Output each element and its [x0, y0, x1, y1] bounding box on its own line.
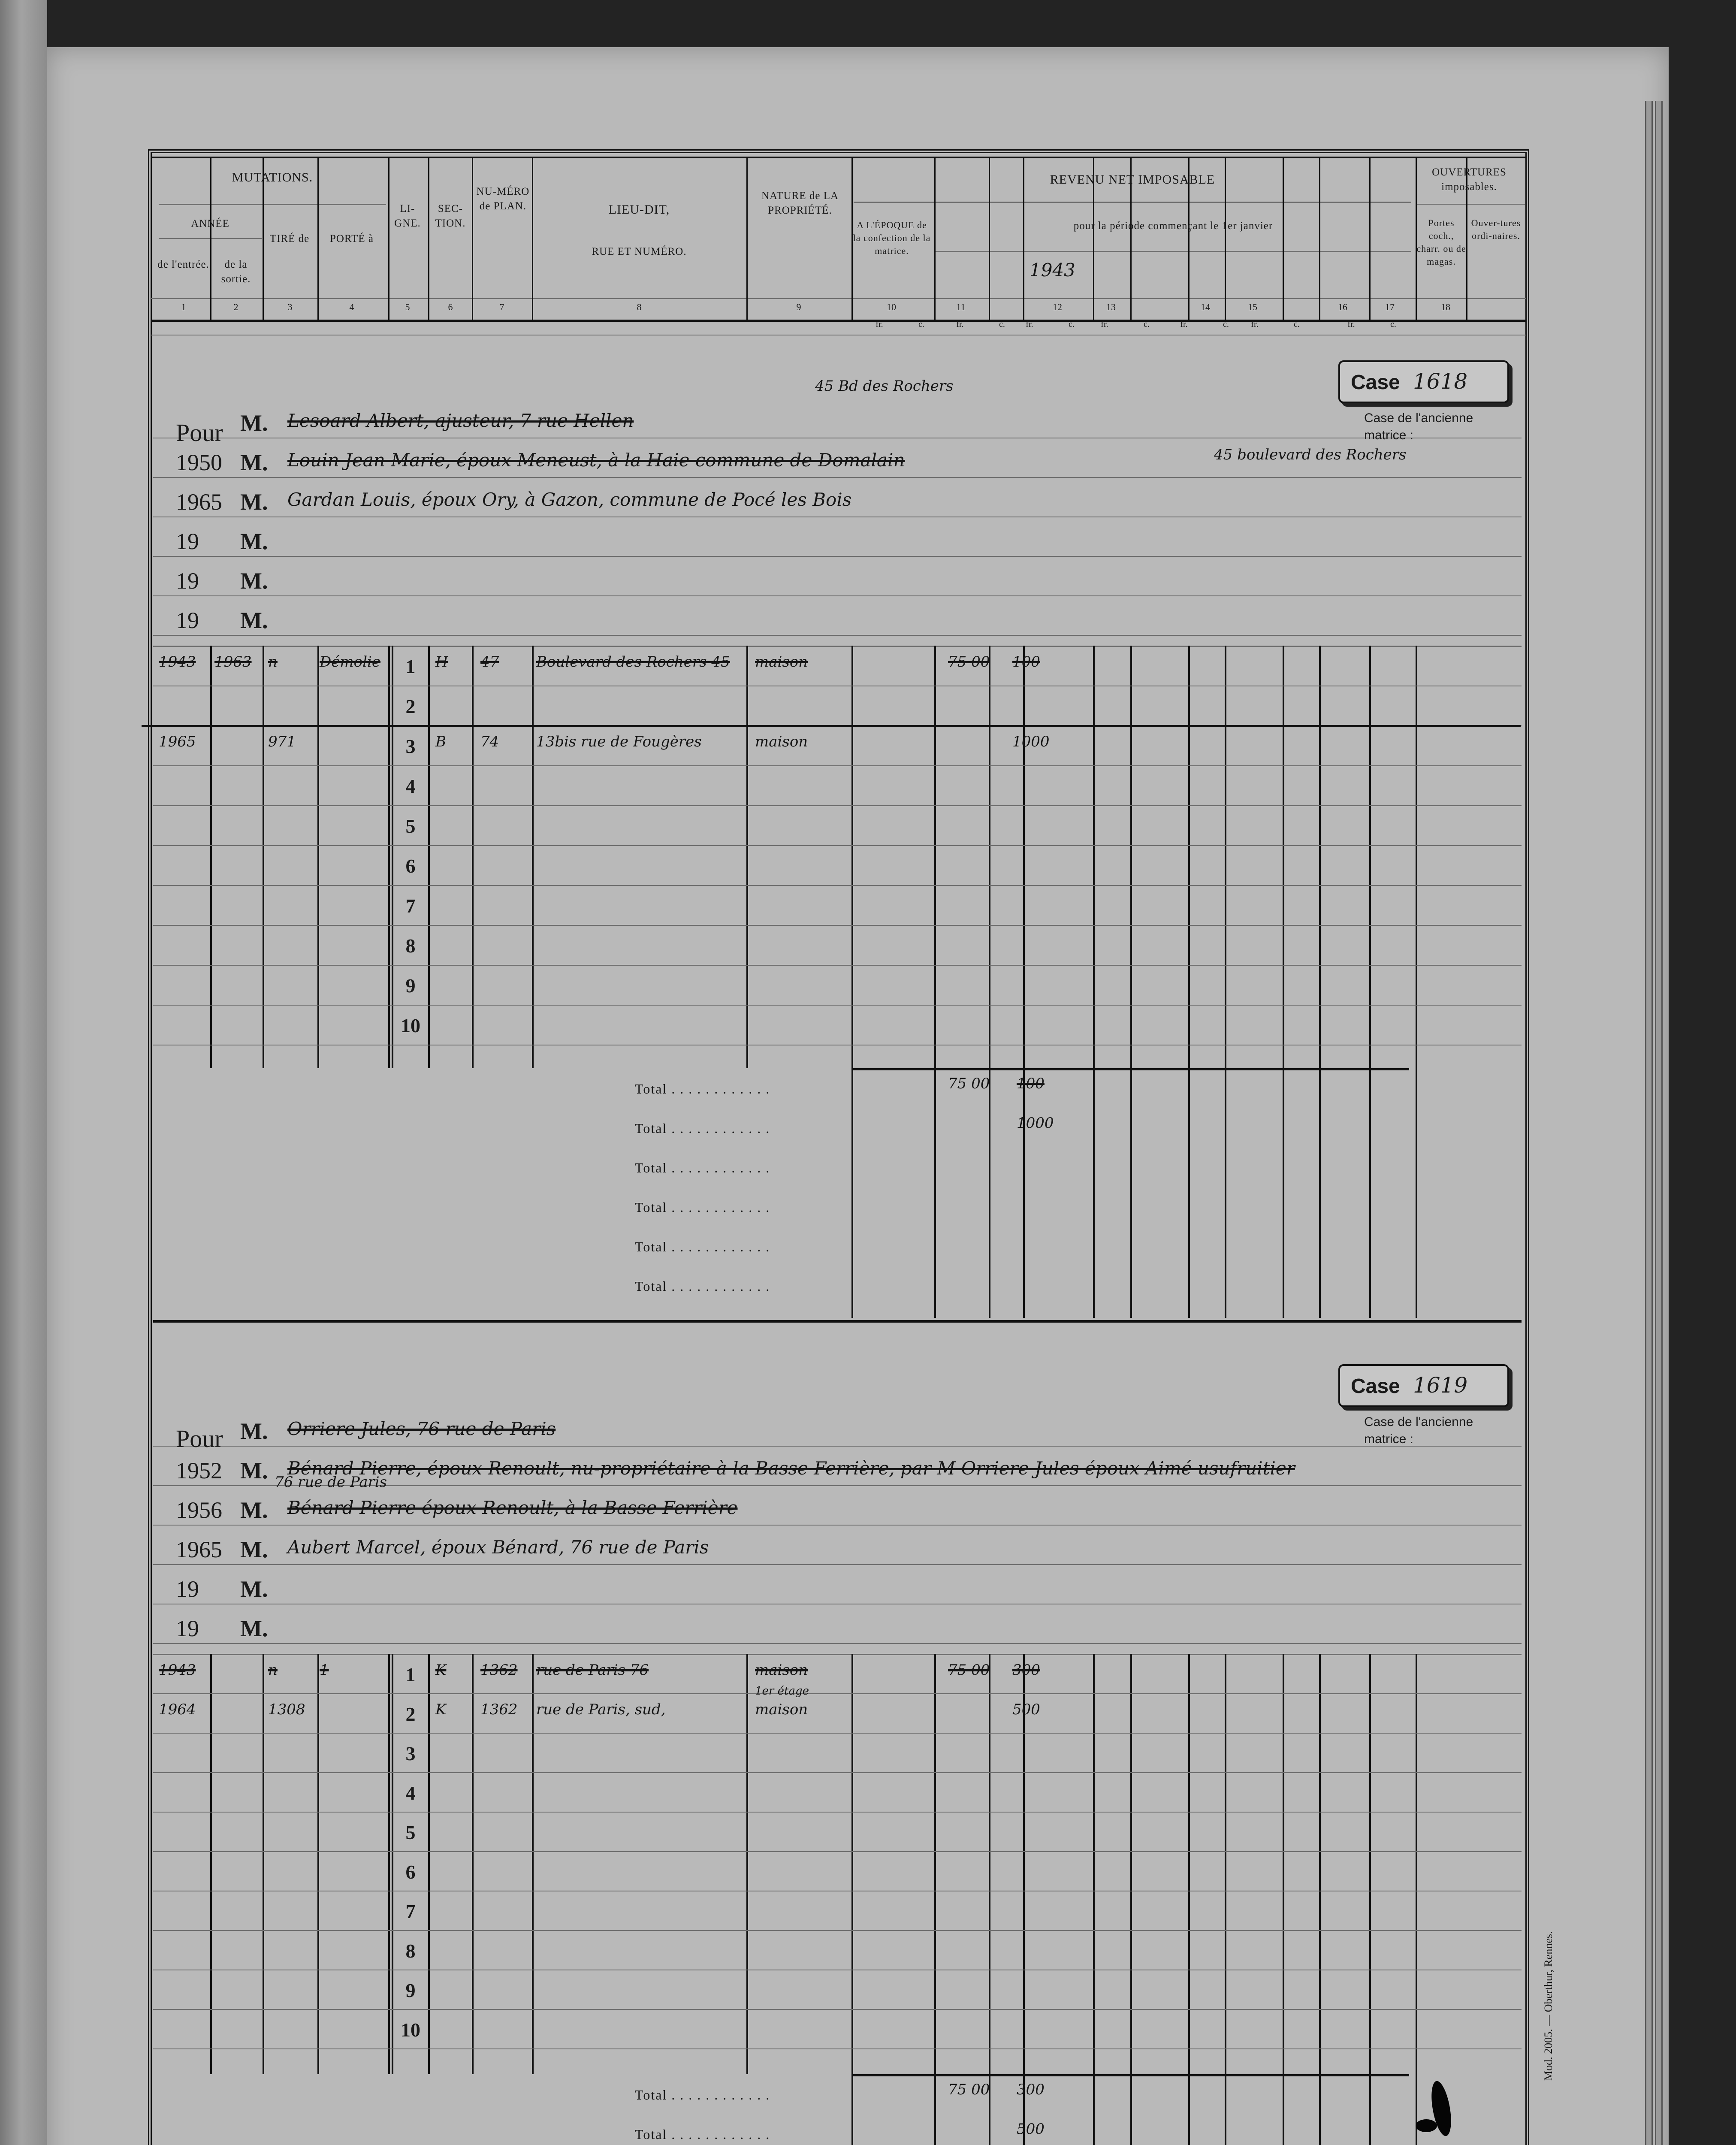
line-number: 8	[405, 935, 416, 957]
owner-name: Gardan Louis, époux Ory, à Gazon, commune de Pocé les Bois	[287, 489, 852, 510]
h-rule	[153, 845, 1522, 846]
column-number: 5	[405, 302, 410, 312]
m-label: M.	[240, 1497, 268, 1523]
ancienne-matrice-2: Case de l'ancienne matrice :	[1364, 1415, 1473, 1446]
row-revenu: 500	[1012, 1701, 1040, 1718]
c-label: c.	[1069, 320, 1075, 329]
owner-year: 1952	[176, 1458, 222, 1483]
line-number: 4	[405, 1782, 416, 1804]
h-rule	[153, 1733, 1522, 1734]
owner-name: Lesoard Albert, ajusteur, 7 rue Hellen	[287, 410, 634, 431]
c-label: c.	[1144, 320, 1150, 329]
line-number: 7	[405, 895, 416, 917]
owner-year: 19	[176, 529, 199, 554]
line-number: 10	[401, 2019, 420, 2041]
header-ligne: LI-GNE.	[394, 203, 421, 229]
addr-above-2: 76 rue de Paris	[275, 1474, 387, 1491]
h-rule	[153, 2048, 1522, 2049]
row-porte: 1	[320, 1662, 329, 1679]
h-rule	[151, 320, 1526, 322]
line-number: 3	[405, 1743, 416, 1764]
h-rule	[1416, 204, 1525, 205]
v-rule	[1093, 1654, 1095, 2074]
fr-label: fr.	[1347, 320, 1355, 329]
h-rule	[153, 646, 1522, 647]
h-rule	[153, 635, 1522, 636]
c-label: c.	[999, 320, 1005, 329]
h-rule	[153, 1772, 1522, 1773]
v-rule	[851, 2074, 853, 2145]
v-rule	[317, 1654, 319, 2074]
total-revenu: 100	[1017, 1075, 1045, 1092]
column-number: 12	[1053, 302, 1062, 312]
total-epoque: 75 00	[948, 1075, 990, 1092]
column-number: 13	[1106, 302, 1116, 312]
fr-label: fr.	[1251, 320, 1259, 329]
h-rule	[153, 477, 1522, 478]
v-rule	[746, 1654, 748, 2074]
v-rule	[1283, 1654, 1284, 2074]
column-number: 14	[1201, 302, 1210, 312]
h-rule	[153, 1446, 1522, 1447]
v-rule	[388, 157, 389, 320]
total-label: Total . . . . . . . . . . . .	[635, 1239, 770, 1254]
v-rule	[989, 1068, 990, 1318]
v-rule	[1319, 1068, 1321, 1318]
row-plan: 1362	[480, 1662, 518, 1679]
case-box-1	[1338, 360, 1509, 403]
fr-label: fr.	[1180, 320, 1188, 329]
line-number: 9	[405, 975, 416, 997]
m-label: M.	[240, 410, 268, 436]
total-label: Total . . . . . . . . . . . .	[635, 1278, 770, 1294]
v-rule	[392, 1654, 393, 2074]
m-label: M.	[240, 1458, 268, 1483]
v-rule	[472, 157, 473, 320]
line-number: 10	[401, 1015, 420, 1036]
line-number: 1	[405, 1664, 416, 1686]
owner-name: Orriere Jules, 76 rue de Paris	[287, 1418, 556, 1439]
line-number: 2	[405, 1703, 416, 1725]
v-rule	[428, 157, 429, 320]
v-rule	[472, 1654, 474, 2074]
h-rule	[854, 202, 1411, 203]
v-rule	[1130, 1654, 1132, 2074]
h-rule	[153, 885, 1522, 886]
pour-label-2: Pour	[176, 1425, 223, 1453]
row-lieu: rue de Paris, sud,	[536, 1701, 666, 1718]
column-number: 7	[499, 302, 504, 312]
row-section: H	[435, 653, 448, 671]
owner-year: 19	[176, 1616, 199, 1641]
line-number: 1	[405, 656, 416, 677]
row-plan: 74	[480, 733, 499, 750]
header-periode: pour la période commençant le 1er janvier	[1073, 220, 1273, 232]
column-number: 15	[1248, 302, 1257, 312]
v-rule	[1188, 2074, 1190, 2145]
c-label: c.	[1390, 320, 1396, 329]
total-label: Total . . . . . . . . . . . .	[635, 1081, 770, 1097]
h-rule	[153, 595, 1522, 596]
row-lieu: rue de Paris 76	[536, 1662, 649, 1679]
header-ouv-ord: Ouver-tures ordi-naires.	[1471, 218, 1521, 241]
row-section: B	[435, 733, 446, 750]
h-rule	[153, 1564, 1522, 1565]
m-label: M.	[240, 1576, 268, 1602]
owner-year: 1956	[176, 1497, 222, 1523]
v-rule	[263, 1654, 264, 2074]
m-label: M.	[240, 607, 268, 633]
line-number: 6	[405, 1861, 416, 1883]
v-rule	[989, 1654, 990, 2074]
c-label: c.	[1223, 320, 1229, 329]
column-number: 1	[181, 302, 186, 312]
header-rue: RUE ET NUMÉRO.	[592, 246, 687, 257]
total-label: Total . . . . . . . . . . . .	[635, 2087, 770, 2103]
m-label: M.	[240, 1418, 268, 1444]
owner-year: 1950	[176, 450, 222, 475]
v-rule	[1188, 1654, 1190, 2074]
case-number: 1618	[1413, 369, 1468, 394]
h-rule	[159, 204, 386, 205]
v-rule	[1093, 1068, 1095, 1318]
header-section: SEC-TION.	[435, 203, 466, 229]
row-section: K	[435, 1662, 447, 1679]
row-nature: maison	[755, 1662, 808, 1679]
h-rule	[153, 1851, 1522, 1852]
v-rule	[934, 2074, 936, 2145]
v-rule	[1416, 2074, 1417, 2145]
row-nature: maison	[755, 733, 808, 750]
h-rule	[153, 965, 1522, 966]
c-label: c.	[918, 320, 924, 329]
row-entree: 1964	[159, 1701, 196, 1718]
column-number: 8	[637, 302, 642, 312]
header-revenu: REVENU NET IMPOSABLE	[1050, 172, 1215, 187]
case-box-2	[1338, 1364, 1509, 1407]
row-entree: 1965	[159, 733, 196, 750]
line-number: 5	[405, 815, 416, 837]
addr-after-1: 45 boulevard des Rochers	[1214, 446, 1407, 463]
column-number: 16	[1338, 302, 1347, 312]
v-rule	[934, 1068, 936, 1318]
row-sortie: 1963	[214, 653, 252, 671]
header-year-hand: 1943	[1030, 260, 1075, 281]
v-rule	[1225, 1654, 1226, 2074]
h-rule	[153, 1525, 1522, 1526]
v-rule	[1283, 2074, 1284, 2145]
row-tire: 971	[268, 733, 296, 750]
row-porte: Démolie	[320, 653, 380, 671]
v-rule	[532, 157, 533, 320]
total-revenu: 500	[1017, 2121, 1045, 2138]
v-rule	[1319, 1654, 1321, 2074]
pour-label-1: Pour	[176, 419, 223, 447]
row-epoque: 75 00	[948, 1662, 990, 1679]
column-number: 6	[448, 302, 453, 312]
book-binding	[0, 0, 47, 2145]
header-porte: PORTÉ à	[329, 233, 374, 245]
fr-label: fr.	[876, 320, 883, 329]
owner-year: 1965	[176, 489, 222, 515]
line-number: 3	[405, 735, 416, 757]
header-tire: TIRÉ de	[269, 233, 310, 245]
header-epoque: A L'ÉPOQUE de la confection de la matrice.	[853, 220, 931, 256]
h-rule	[153, 1654, 1522, 1655]
header-annee: ANNÉE	[191, 218, 229, 230]
v-rule	[210, 1654, 212, 2074]
v-rule	[1369, 1068, 1371, 1318]
h-rule	[153, 2009, 1522, 2010]
owner-year: 1965	[176, 1537, 222, 1562]
row-nature: maison	[755, 1701, 808, 1718]
v-rule	[388, 1654, 390, 2074]
v-rule	[1225, 1068, 1226, 1318]
total-label: Total . . . . . . . . . . . .	[635, 1199, 770, 1215]
column-number: 17	[1385, 302, 1395, 312]
v-rule	[1093, 2074, 1095, 2145]
h-rule	[153, 805, 1522, 806]
header-nature: NATURE de LA PROPRIÉTÉ.	[761, 190, 839, 216]
row-lieu: 13bis rue de Fougères	[536, 733, 702, 750]
h-rule	[153, 1812, 1522, 1813]
total-label: Total . . . . . . . . . . . .	[635, 1160, 770, 1175]
owner-year: 19	[176, 568, 199, 594]
fr-label: fr.	[1026, 320, 1033, 329]
total-revenu: 300	[1017, 2081, 1045, 2098]
h-rule	[153, 1005, 1522, 1006]
row-revenu: 300	[1012, 1662, 1040, 1679]
m-label: M.	[240, 1537, 268, 1562]
v-rule	[1416, 1068, 1417, 1318]
v-rule	[1023, 1068, 1025, 1318]
total-label: Total . . . . . . . . . . . .	[635, 2127, 770, 2142]
total-label: Total . . . . . . . . . . . .	[635, 1121, 770, 1136]
row-nature: maison	[755, 653, 808, 671]
owner-name: Bénard Pierre, époux Renoult, nu-propriétaire à la Basse Ferrière, par M Orriere Jules époux Aimé usufruitier	[287, 1458, 1295, 1479]
printer-imprint: Mod. 2005. — Oberthur, Rennes.	[1542, 1931, 1555, 2081]
row-revenu: 1000	[1012, 733, 1050, 750]
row-section: K	[435, 1701, 447, 1718]
column-number: 4	[349, 302, 354, 312]
column-number: 2	[233, 302, 239, 312]
row-entree: 1943	[159, 653, 196, 671]
owner-name: Louin Jean Marie, époux Meneust, à la Haie commune de Domalain	[287, 450, 905, 471]
row-plan: 47	[480, 653, 499, 671]
fr-label: fr.	[956, 320, 964, 329]
header-portes: Portes coch., charr. ou de magas.	[1416, 218, 1466, 267]
row-tire: n	[268, 653, 278, 671]
addr-above-1: 45 Bd des Rochers	[815, 378, 954, 395]
v-rule	[1188, 1068, 1190, 1318]
column-number: 3	[287, 302, 293, 312]
m-label: M.	[240, 529, 268, 554]
m-label: M.	[240, 568, 268, 594]
row-plan: 1362	[480, 1701, 518, 1718]
column-number: 9	[796, 302, 801, 312]
v-rule	[851, 1068, 853, 1318]
v-rule	[1369, 2074, 1371, 2145]
line-number: 7	[405, 1900, 416, 1922]
owner-name: Bénard Pierre époux Renoult, à la Basse Ferrière	[287, 1497, 738, 1518]
owner-year: 19	[176, 1576, 199, 1602]
fr-label: fr.	[1101, 320, 1108, 329]
line-number: 9	[405, 1979, 416, 2001]
v-rule	[934, 1654, 936, 2074]
case-label: Case	[1351, 371, 1400, 394]
v-rule	[532, 1654, 534, 2074]
case-number: 1619	[1413, 1373, 1468, 1398]
ancienne-matrice-1: Case de l'ancienne matrice :	[1364, 411, 1473, 442]
v-rule	[1225, 2074, 1226, 2145]
case-label: Case	[1351, 1375, 1400, 1398]
m-label: M.	[240, 489, 268, 515]
header-entree: de l'entrée.	[157, 259, 209, 270]
line-number: 5	[405, 1822, 416, 1843]
v-rule	[851, 1654, 853, 2074]
v-rule	[1130, 1068, 1132, 1318]
h-rule	[153, 556, 1522, 557]
v-rule	[1130, 2074, 1132, 2145]
h-rule	[142, 725, 1521, 727]
column-number: 10	[887, 302, 896, 312]
m-label: M.	[240, 1616, 268, 1641]
header-sortie: de la sortie.	[221, 259, 251, 285]
c-label: c.	[1294, 320, 1300, 329]
h-rule	[153, 1930, 1522, 1931]
row-tire: 1308	[268, 1701, 305, 1718]
m-label: M.	[240, 450, 268, 475]
line-number: 4	[405, 775, 416, 797]
header-lieudit: LIEU-DIT,	[608, 202, 670, 217]
header-ouvertures: OUVERTURES imposables.	[1432, 166, 1507, 193]
owner-name: Aubert Marcel, époux Bénard, 76 rue de Paris	[287, 1537, 709, 1558]
row-entree: 1943	[159, 1662, 196, 1679]
h-rule	[153, 925, 1522, 926]
v-rule	[1416, 1654, 1417, 2074]
row-tire: n	[268, 1662, 278, 1679]
page-edges	[1655, 101, 1663, 2145]
line-number: 2	[405, 695, 416, 717]
h-rule	[153, 1643, 1522, 1644]
total-epoque: 75 00	[948, 2081, 990, 2098]
total-revenu: 1000	[1017, 1115, 1054, 1132]
column-number: 11	[956, 302, 966, 312]
line-number: 6	[405, 855, 416, 877]
owner-year: 19	[176, 607, 199, 633]
v-rule	[1369, 1654, 1371, 2074]
row-revenu: 100	[1012, 653, 1040, 671]
line-number: 8	[405, 1940, 416, 1962]
page-edges	[1645, 101, 1653, 2145]
header-numero: NU-MÉRO de PLAN.	[476, 186, 530, 212]
v-rule	[746, 157, 748, 320]
h-rule	[153, 1320, 1522, 1323]
header-mutations: MUTATIONS.	[232, 170, 313, 184]
v-rule	[1283, 1068, 1284, 1318]
row-epoque: 75 00	[948, 653, 990, 671]
row-lieu: Boulevard des Rochers 45	[536, 653, 730, 671]
v-rule	[1319, 2074, 1321, 2145]
h-rule	[935, 251, 1411, 252]
row-nature-note: 1er étage	[755, 1685, 809, 1698]
h-rule	[153, 1693, 1522, 1694]
v-rule	[428, 1654, 430, 2074]
h-rule	[153, 765, 1522, 766]
column-number: 18	[1441, 302, 1450, 312]
